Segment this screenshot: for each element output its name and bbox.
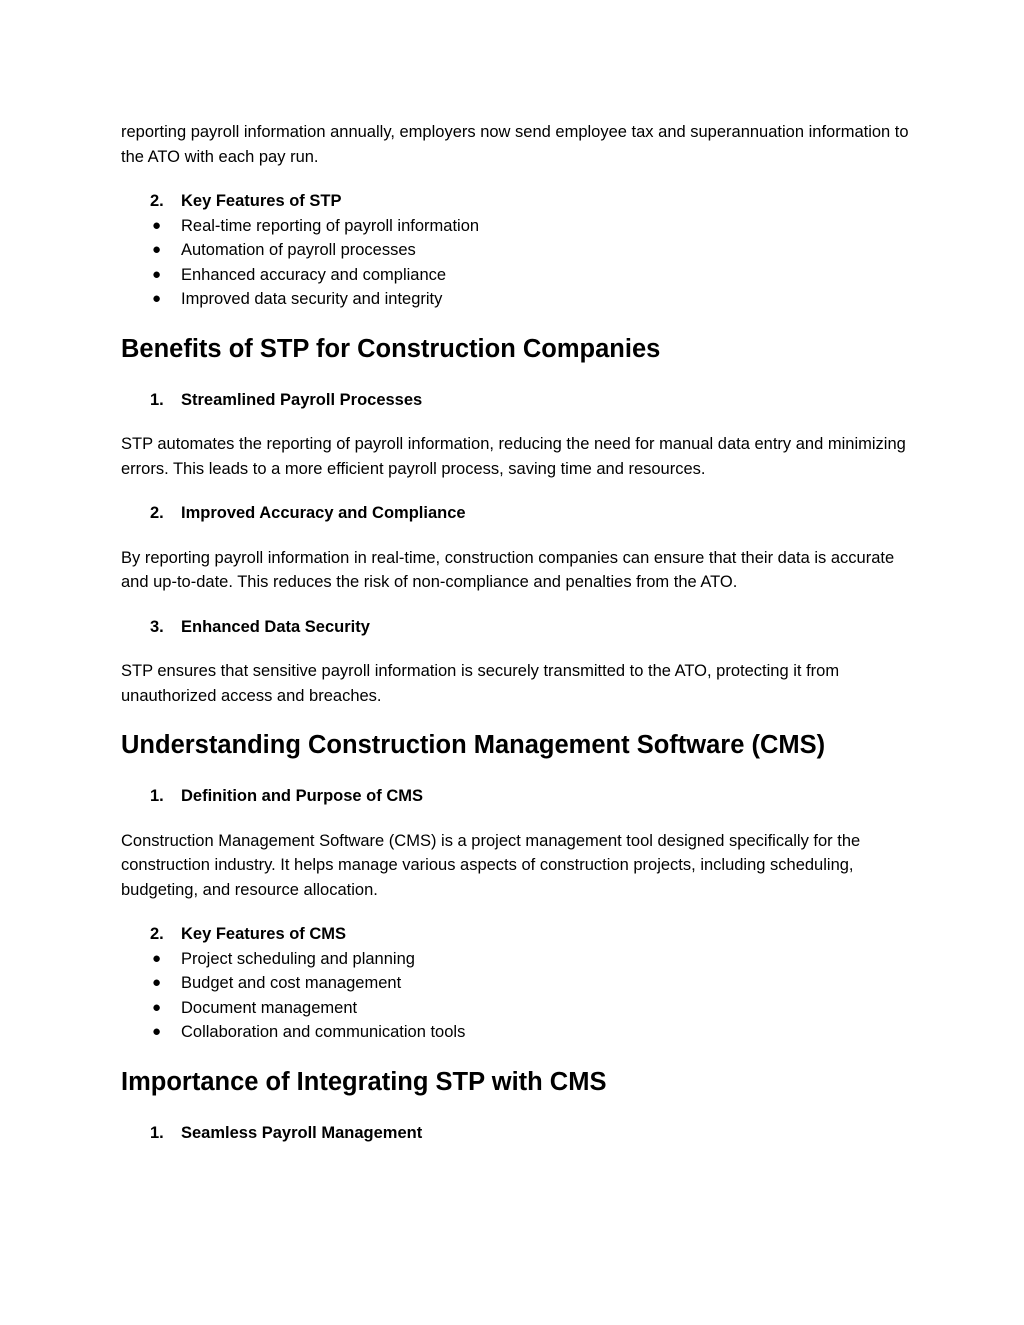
intro-paragraph: reporting payroll information annually, employers now send employee tax and superannuation information to the ATO with each pay run. [121, 123, 909, 166]
cms-definition-text: Construction Management Software (CMS) is a project management tool designed specifically for the construction industry. It helps manage various aspects of construction projects, including scheduling, budgeting, and resource allocation. [121, 831, 861, 899]
benefit-1-heading [121, 388, 911, 413]
list-item: ● Real-time reporting of payroll information [121, 214, 911, 239]
bullet-icon: ● [152, 998, 162, 1016]
list-number: 2. [150, 192, 164, 210]
list-item: ● Improved data security and integrity [121, 287, 911, 312]
bullet-icon: ● [152, 949, 162, 967]
bullet-icon: ● [152, 974, 162, 991]
benefit-1-text: STP automates the reporting of payroll information, reducing the need for manual data entry and minimizing errors. This leads to a more efficient payroll process, saving time and resources. [121, 435, 906, 478]
list-item: ● Budget and cost management [121, 971, 911, 996]
cms-features-heading [121, 922, 911, 947]
benefits-heading: Benefits of STP for Construction Companies [121, 334, 661, 363]
list-title: Definition and Purpose of CMS [181, 787, 423, 805]
list-number: 1. [150, 1123, 164, 1142]
bullet-icon: ● [152, 290, 162, 307]
stp-features-heading [121, 189, 911, 214]
list-title: Enhanced Data Security [181, 617, 370, 636]
list-number: 1. [150, 390, 164, 409]
cms-features-list [121, 947, 911, 1045]
list-title: Key Features of STP [181, 192, 342, 210]
list-number: 1. [150, 787, 164, 805]
benefit-3-text: STP ensures that sensitive payroll information is securely transmitted to the ATO, protecting it from unauthorized access and breaches. [121, 662, 840, 705]
benefit-2-text: By reporting payroll information in real-time, construction companies can ensure that their data is accurate and up-to-date. This reduces the risk of non-compliance and penalties from the ATO. [121, 548, 895, 591]
stp-features-list [121, 214, 911, 312]
list-title: Seamless Payroll Management [181, 1123, 423, 1142]
list-number: 2. [150, 925, 164, 943]
benefit-2-heading [121, 501, 911, 526]
bullet-icon: ● [152, 265, 162, 283]
list-title: Streamlined Payroll Processes [181, 390, 423, 409]
cms-heading: Understanding Construction Management Software (CMS) [121, 731, 826, 759]
list-item: ● Document management [121, 996, 911, 1021]
list-item: ● Enhanced accuracy and compliance [121, 263, 911, 288]
integration-1-heading [121, 1121, 911, 1146]
bullet-icon: ● [152, 1023, 162, 1040]
bullet-icon: ● [152, 241, 162, 258]
benefit-3-heading [121, 615, 911, 640]
list-item: ● Automation of payroll processes [121, 238, 911, 263]
list-number: 2. [150, 504, 164, 522]
list-title: Improved Accuracy and Compliance [181, 504, 466, 522]
list-item: ● Project scheduling and planning [121, 947, 911, 972]
bullet-icon: ● [152, 216, 162, 234]
cms-definition-heading [121, 784, 911, 809]
list-item: ● Collaboration and communication tools [121, 1020, 911, 1045]
list-number: 3. [150, 617, 164, 636]
integration-heading: Importance of Integrating STP with CMS [121, 1067, 607, 1096]
document-page [121, 120, 911, 1165]
list-title: Key Features of CMS [181, 925, 347, 943]
